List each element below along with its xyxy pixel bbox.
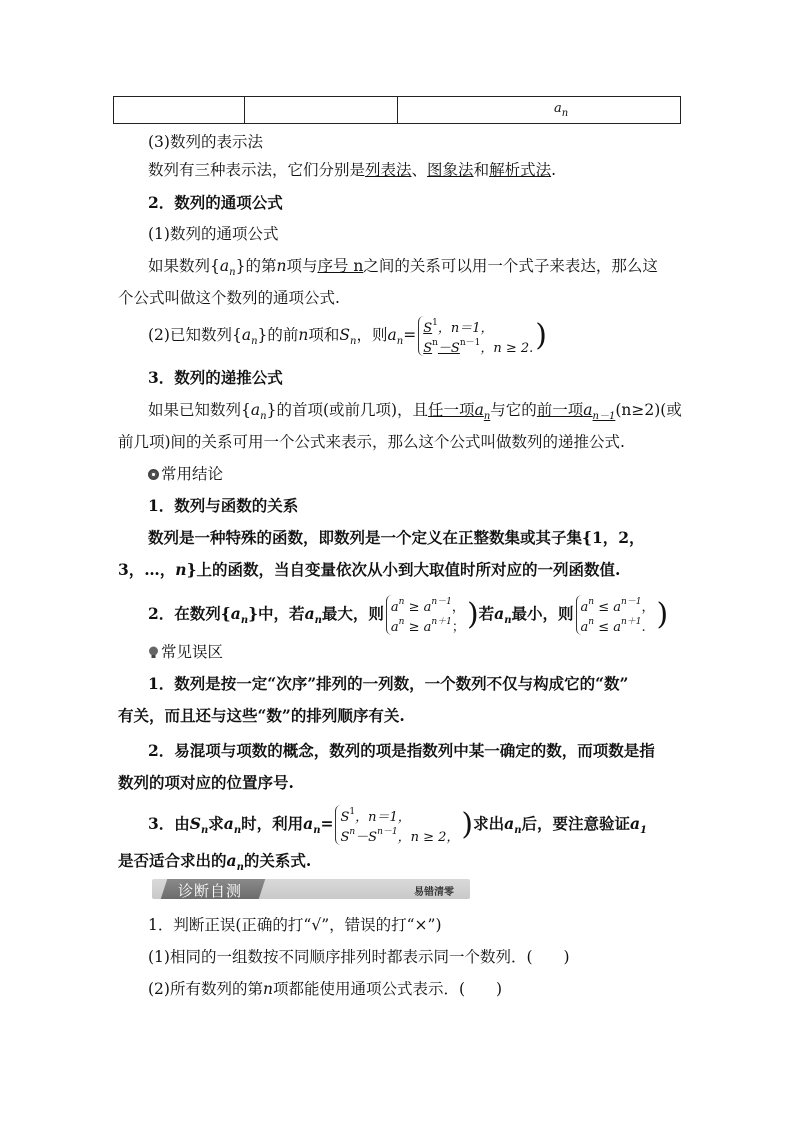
underlined-term: 任一项 — [428, 401, 475, 419]
subscript: n — [236, 862, 244, 873]
var: a — [504, 814, 515, 833]
table-cell — [398, 97, 681, 124]
subscript: n — [396, 336, 404, 347]
subscript: n－1 — [592, 411, 616, 422]
text: }的第 — [235, 257, 277, 275]
var: a — [230, 604, 241, 623]
recursion-line1 — [148, 398, 682, 422]
text: ≥ a — [408, 620, 432, 635]
method-formula: 解析式法 — [489, 161, 552, 179]
max-cases — [386, 595, 465, 635]
superscript: n — [432, 338, 438, 348]
var: S — [423, 321, 433, 336]
text: 3．由 — [148, 814, 190, 833]
superscript: n — [588, 617, 595, 627]
superscript: n＋1 — [431, 617, 452, 627]
text: ， — [641, 600, 655, 615]
subscript: n — [251, 336, 258, 347]
close-paren: ) — [535, 318, 547, 353]
var: a — [223, 814, 234, 833]
banner-title: 诊断自测 — [178, 882, 243, 900]
conclusion-1-line2 — [118, 558, 620, 580]
question-1: 1．判断正误(正确的打“√”，错误的打“×”) — [148, 916, 442, 934]
text: 项都能使用通项公式表示．( ) — [272, 980, 503, 998]
self-test-banner — [152, 879, 470, 899]
text: ，n＝1， — [355, 810, 411, 825]
text: 最小，则 — [511, 604, 574, 623]
text: 和 — [473, 161, 490, 179]
var: S — [339, 326, 351, 344]
error-1-line1: 1．数列是按一定“次序”排列的一列数，一个数列不仅与构成它的“数” — [148, 674, 629, 693]
var: a — [303, 814, 314, 833]
piecewise-cases — [335, 805, 459, 845]
text: 如果数列{ — [148, 257, 220, 275]
subscript: n — [201, 825, 209, 836]
heading-2-1: (1)数列的通项公式 — [148, 225, 279, 243]
close-paren: ) — [656, 597, 669, 632]
text: 、 — [411, 161, 428, 179]
section-title: 常用结论 — [161, 465, 224, 483]
subscript: n — [233, 825, 242, 836]
subscript: 1 — [640, 825, 648, 836]
error-3-line1 — [148, 805, 647, 845]
text: －S — [355, 830, 378, 845]
text: 数列有三种表示法，它们分别是 — [148, 161, 366, 179]
var: n — [276, 257, 287, 275]
conclusion-1-line1: 数列是一种特殊的函数，即数列是一个定义在正整数集或其子集{1，2， — [148, 528, 645, 547]
subscript: n — [260, 411, 267, 422]
text: }的首项(或前几项)，且 — [266, 401, 429, 419]
superscript: n＋1 — [621, 617, 642, 627]
var: a — [580, 600, 589, 615]
text: －S — [437, 341, 460, 356]
heading-3: 3．数列的递推公式 — [148, 368, 283, 387]
superscript: n－1 — [377, 827, 398, 837]
subscript: n — [229, 267, 236, 278]
subscript: n — [514, 825, 522, 836]
text: ； — [451, 620, 465, 635]
var: a — [474, 401, 484, 419]
recursion-line2: 前几项)间的关系可用一个公式来表示，那么这个公式叫做数列的递推公式. — [118, 433, 625, 451]
text: 后，要注意验证 — [521, 814, 630, 833]
text: ≤ a — [598, 620, 621, 635]
text: ≤ a — [598, 600, 621, 615]
conclusion-1-title: 1．数列与函数的关系 — [148, 496, 299, 515]
question-1-2 — [148, 977, 502, 999]
error-2-line2: 数列的项对应的位置序号. — [118, 773, 294, 792]
var: n — [175, 560, 187, 579]
text: = — [320, 814, 334, 833]
banner-subtitle: 易错清零 — [414, 887, 454, 898]
text: 项与 — [286, 257, 318, 275]
var: a — [583, 401, 593, 419]
var: a — [226, 851, 237, 870]
subscript: n — [483, 411, 491, 422]
text: }中，若 — [248, 604, 305, 623]
var: a — [390, 620, 399, 635]
text: 的关系式. — [243, 851, 312, 870]
var: a — [387, 326, 397, 344]
superscript: n－1 — [431, 597, 452, 607]
subscript: n — [504, 615, 512, 626]
var: S — [340, 810, 350, 825]
var: S — [340, 830, 350, 845]
text: 如果已知数列{ — [148, 401, 251, 419]
target-icon — [148, 469, 159, 480]
text: ，n ≥ 2， — [397, 830, 460, 845]
superscript: n — [349, 827, 356, 837]
conclusion-2-line — [148, 595, 668, 635]
text: (n≥2)(或 — [615, 401, 682, 419]
close-paren: ) — [466, 597, 479, 632]
error-2-line1: 2．易混项与项数的概念，数列的项是指数列中某一确定的数，而项数是指 — [148, 741, 655, 760]
subscript: n — [313, 825, 321, 836]
error-3-line2 — [118, 849, 311, 873]
text: 时，利用 — [241, 814, 304, 833]
var: a — [241, 326, 252, 344]
table-cell — [114, 97, 245, 124]
section-3-title: (3)数列的表示法 — [148, 133, 263, 151]
method-graph: 图象法 — [427, 161, 474, 179]
method-table: 列表法 — [365, 161, 412, 179]
superscript: n — [588, 597, 595, 607]
text: 求 — [208, 814, 224, 833]
text: (2)所有数列的第 — [148, 980, 263, 998]
subscript: n — [350, 336, 357, 347]
common-errors-header — [148, 640, 223, 662]
subscript: n — [561, 108, 569, 119]
text: }的前 — [257, 326, 299, 344]
lightbulb-icon — [148, 646, 159, 659]
superscript: 1 — [349, 807, 356, 817]
superscript: n－1 — [621, 597, 642, 607]
question-1-1: (1)相同的一组数按不同顺序排列时都表示同一个数列．( ) — [148, 948, 570, 966]
underlined-term: 序号 n — [317, 257, 364, 275]
heading-2: 2．数列的通项公式 — [148, 193, 283, 212]
close-paren: ) — [461, 807, 474, 842]
text: 求出 — [473, 814, 505, 833]
var: n — [298, 326, 309, 344]
piecewise-cases — [418, 316, 533, 356]
var: S — [189, 814, 201, 833]
var: a — [494, 604, 505, 623]
text: 项和 — [308, 326, 340, 344]
table-cell — [245, 97, 398, 124]
subscript: n — [240, 615, 249, 626]
superscript: n－1 — [459, 338, 481, 348]
text: 2．在数列{ — [148, 604, 231, 623]
text: 是否适合求出的 — [118, 851, 227, 870]
superscript: 1 — [432, 318, 438, 328]
superscript: n — [398, 597, 405, 607]
text: . — [551, 161, 557, 179]
underlined-term: 前一项 — [536, 401, 584, 419]
var: a — [304, 604, 315, 623]
var: a — [580, 620, 589, 635]
var: a — [630, 814, 641, 833]
superscript: n — [398, 617, 405, 627]
text: . — [641, 620, 646, 635]
text: (2)已知数列{ — [148, 326, 242, 344]
text: 若 — [478, 604, 495, 623]
general-term-line2: 个公式叫做这个数列的通项公式. — [118, 289, 340, 307]
text: 之间的关系可以用一个式子来表达，那么这 — [363, 257, 658, 275]
text: ，n＝1， — [437, 321, 494, 336]
text: = — [403, 326, 417, 344]
error-1-line2: 有关，而且还与这些“数”的排列顺序有关. — [118, 706, 405, 725]
top-table-row — [113, 96, 681, 124]
text: 最大，则 — [321, 604, 384, 623]
general-term-line1 — [148, 254, 658, 278]
subscript: n — [314, 615, 322, 626]
common-conclusions-header — [148, 462, 223, 484]
sn-formula-line — [148, 316, 547, 356]
text: ，n ≥ 2. — [480, 341, 534, 356]
min-cases — [576, 595, 655, 635]
section-title: 常见误区 — [161, 643, 224, 661]
var: S — [423, 341, 433, 356]
text: 3，…， — [118, 560, 176, 579]
text: ， — [451, 600, 465, 615]
section-3-body — [148, 158, 556, 180]
text: ≥ a — [408, 600, 432, 615]
var: a — [219, 257, 230, 275]
text: ，则 — [356, 326, 388, 344]
var: n — [262, 980, 273, 998]
text: 与它的 — [490, 401, 537, 419]
var: a — [250, 401, 261, 419]
table-cell-value: a — [554, 101, 562, 116]
var: a — [390, 600, 399, 615]
text: }上的函数，当自变量依次从小到大取值时所对应的一列函数值. — [186, 560, 621, 579]
